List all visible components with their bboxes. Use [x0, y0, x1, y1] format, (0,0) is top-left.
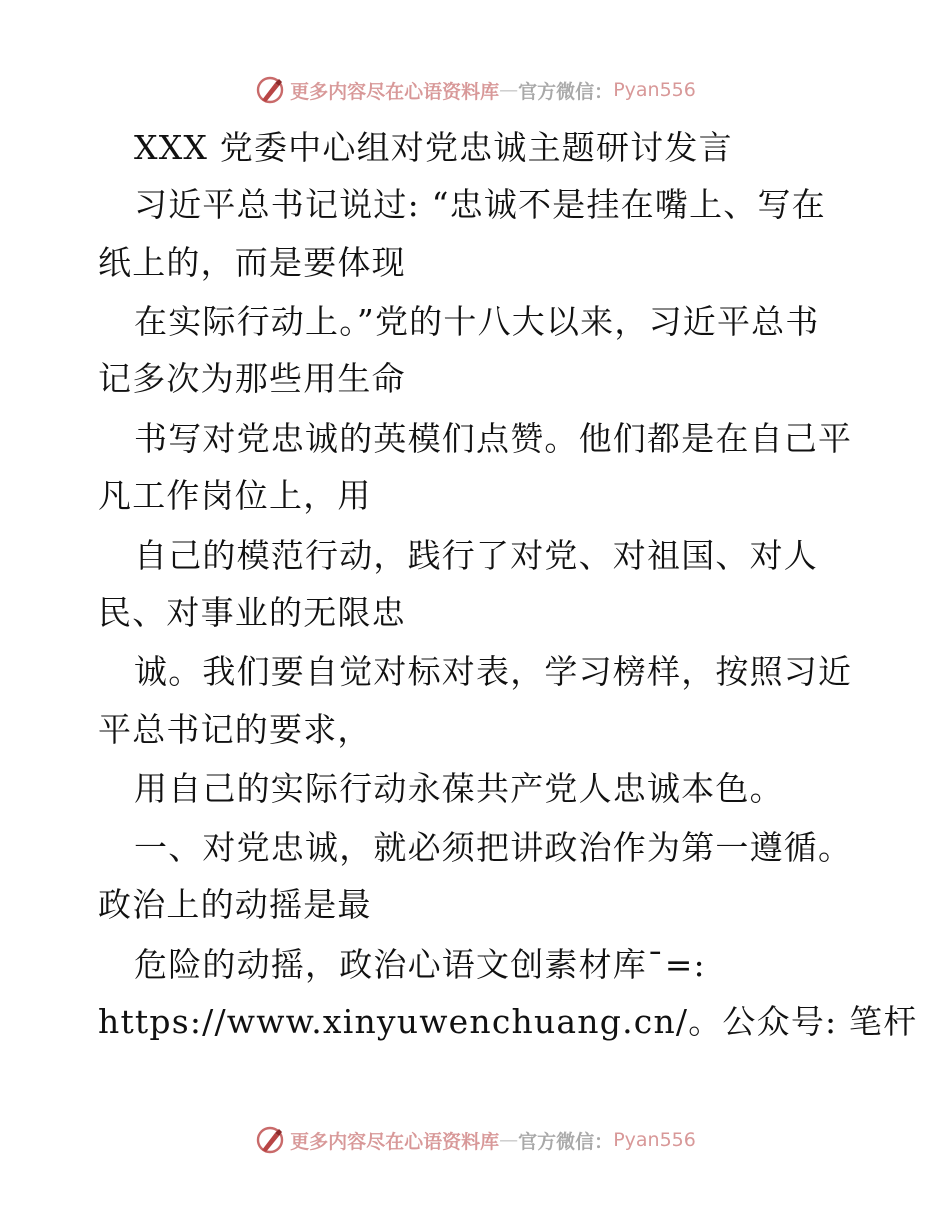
- paragraph-line-url: https://www.xinyuwenchuang.cn/。公众号: 笔杆: [98, 1002, 918, 1041]
- paragraph-line: 自己的模范行动，践行了对党、对祖国、对人: [134, 536, 818, 575]
- paragraph-line: 纸上的，而是要体现: [98, 243, 406, 282]
- banner-official-label: 官方微信：: [518, 1130, 614, 1153]
- paragraph-line: 用自己的实际行动永葆共产党人忠诚本色。: [134, 769, 784, 808]
- header-banner: [0, 70, 950, 110]
- footer-banner: [0, 1120, 950, 1160]
- banner-dash: —: [499, 1129, 519, 1151]
- paragraph-line: 平总书记的要求，: [98, 710, 372, 749]
- banner-dash: —: [499, 79, 519, 101]
- banner-official-label: 官方微信：: [518, 80, 614, 103]
- section-heading-line: 一、对党忠诚，就必须把讲政治作为第一遵循。: [134, 828, 853, 867]
- banner-main-text: 更多内容尽在心语资料库: [290, 80, 500, 103]
- paragraph-line: 书写对党忠诚的英模们点赞。他们都是在自己平: [134, 419, 853, 458]
- paragraph-line: 记多次为那些用生命: [98, 359, 406, 398]
- paragraph-line: 习近平总书记说过: “忠诚不是挂在嘴上、写在: [134, 185, 826, 224]
- paragraph-line: 凡工作岗位上，用: [98, 476, 372, 515]
- banner-main-text: 更多内容尽在心语资料库: [290, 1130, 500, 1153]
- pen-logo-icon: [254, 1124, 286, 1156]
- paragraph-line: 政治上的动摇是最: [98, 885, 372, 924]
- paragraph-line: 诚。我们要自觉对标对表，学习榜样，按照习近: [134, 652, 853, 691]
- banner-wechat-id: Pyan556: [613, 79, 696, 101]
- pen-logo-icon: [254, 74, 286, 106]
- document-title: XXX 党委中心组对党忠诚主题研讨发言: [134, 128, 733, 167]
- paragraph-line: 民、对事业的无限忠: [98, 593, 406, 632]
- paragraph-line: 危险的动摇，政治心语文创素材库¯=:: [134, 945, 706, 984]
- paragraph-line: 在实际行动上。”党的十八大以来，习近平总书: [134, 302, 820, 341]
- banner-wechat-id: Pyan556: [613, 1129, 696, 1151]
